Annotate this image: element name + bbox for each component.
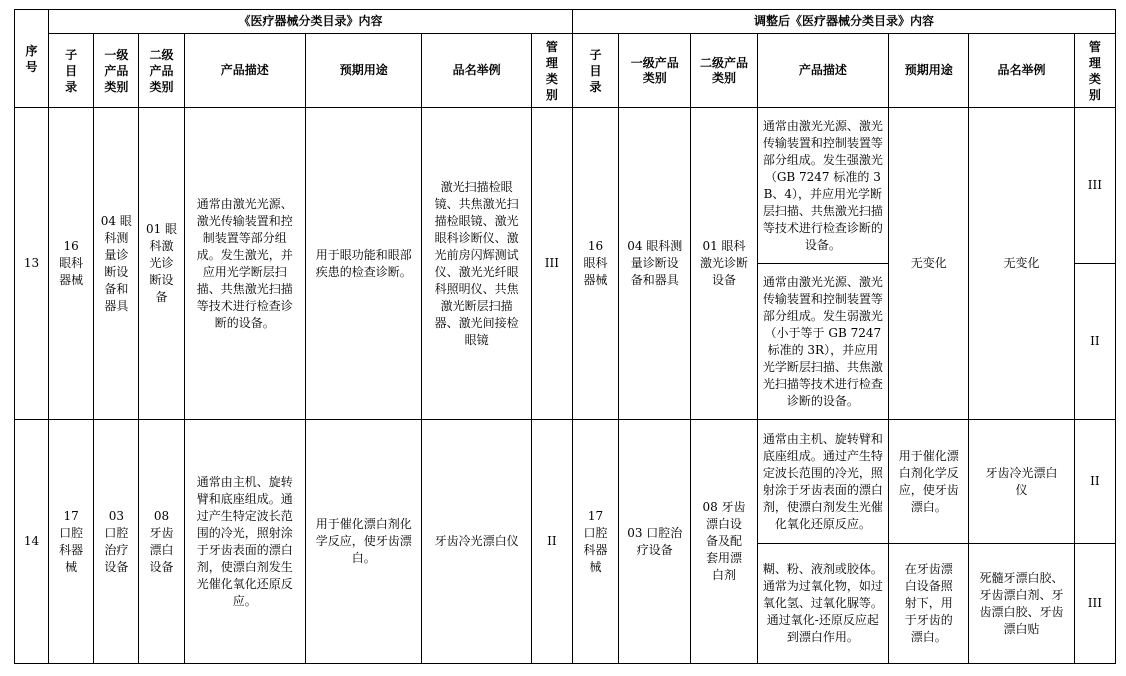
row-13-adj-level2: 01 眼科激光诊断设备: [691, 108, 757, 420]
header-adj-sub-catalog: 子目录: [572, 34, 618, 108]
row-13-sub-catalog: 16 眼科器械: [49, 108, 94, 420]
header-seq: 序号: [15, 10, 49, 108]
row-14-adj-examples-device: 牙齿冷光漂白仪: [969, 420, 1074, 544]
header-original-title: 《医疗器械分类目录》内容: [49, 10, 573, 34]
catalog-adjustment-table: [14, 9, 1116, 664]
row-14-intended-use: 用于催化漂白剂化学反应，使牙齿漂白。: [306, 420, 422, 664]
header-description: 产品描述: [184, 34, 305, 108]
row-13-seq: 13: [15, 108, 49, 420]
header-level2: 二级产品类别: [139, 34, 184, 108]
header-mgmt-class: 管理类别: [531, 34, 572, 108]
row-14-description: 通常由主机、旋转臂和底座组成。通过产生特定波长范围的冷光，照射涂于牙齿表面的漂白剂，使漂白剂发生光催化氧化还原反应。: [184, 420, 305, 664]
row-14-seq: 14: [15, 420, 49, 664]
header-adj-level2: 二级产品类别: [691, 34, 757, 108]
row-14-adj-mgmt-class-agent: III: [1074, 544, 1115, 664]
row-13-adj-level1: 04 眼科测量诊断设备和器具: [619, 108, 691, 420]
header-sub-catalog: 子目录: [49, 34, 94, 108]
row-14-adj-level1: 03 口腔治疗设备: [619, 420, 691, 664]
row-14-adj-description-device: 通常由主机、旋转臂和底座组成。通过产生特定波长范围的冷光，照射涂于牙齿表面的漂白剂，使漂白剂发生光催化氧化还原反应。: [757, 420, 888, 544]
row-14-level1: 03 口腔治疗设备: [94, 420, 139, 664]
row-14-adj-intended-use-agent: 在牙齿漂白设备照射下，用于牙齿的漂白。: [889, 544, 969, 664]
header-adj-description: 产品描述: [757, 34, 888, 108]
header-adj-mgmt-class: 管理类别: [1074, 34, 1115, 108]
header-adj-level1: 一级产品类别: [619, 34, 691, 108]
row-13-adj-description-weak: 通常由激光光源、激光传输装置和控制装置等部分组成。发生弱激光（小于等于 GB 7247 标准的 3R），并应用光学断层扫描、共焦激光扫描等技术进行检查诊断的设备。: [757, 264, 888, 420]
row-13-examples: 激光扫描检眼镜、共焦激光扫描检眼镜、激光眼科诊断仪、激光前房闪辉测试仪、激光光纤眼科照明仪、共焦激光断层扫描器、激光间接检眼镜: [422, 108, 531, 420]
row-14-sub-catalog: 17 口腔科器械: [49, 420, 94, 664]
row-13-intended-use: 用于眼功能和眼部疾患的检查诊断。: [306, 108, 422, 420]
row-13-level1: 04 眼科测量诊断设备和器具: [94, 108, 139, 420]
row-14-level2: 08 牙齿漂白设备: [139, 420, 184, 664]
header-intended-use: 预期用途: [306, 34, 422, 108]
row-13-adj-examples: 无变化: [969, 108, 1074, 420]
row-13-level2: 01 眼科激光诊断设备: [139, 108, 184, 420]
header-adj-examples: 品名举例: [969, 34, 1074, 108]
row-14-adj-level2: 08 牙齿漂白设备及配套用漂白剂: [691, 420, 757, 664]
row-13-adj-description-strong: 通常由激光光源、激光传输装置和控制装置等部分组成。发生强激光（GB 7247 标准的 3B、4），并应用光学断层扫描、共焦激光扫描等技术进行检查诊断的设备。: [757, 108, 888, 264]
row-13-adj-sub-catalog: 16 眼科器械: [572, 108, 618, 420]
row-14-mgmt-class: II: [531, 420, 572, 664]
row-13-mgmt-class: III: [531, 108, 572, 420]
row-14-adj-mgmt-class-device: II: [1074, 420, 1115, 544]
header-level1: 一级产品类别: [94, 34, 139, 108]
row-14-examples: 牙齿冷光漂白仪: [422, 420, 531, 664]
row-13-description: 通常由激光光源、激光传输装置和控制装置等部分组成。发生激光，并应用光学断层扫描、共焦激光扫描等技术进行检查诊断的设备。: [184, 108, 305, 420]
row-13-adj-mgmt-class-strong: III: [1074, 108, 1115, 264]
row-14-adj-examples-agent: 死髓牙漂白胶、牙齿漂白剂、牙齿漂白胶、牙齿漂白贴: [969, 544, 1074, 664]
row-14-adj-description-agent: 糊、粉、液剂或胶体。通常为过氧化物，如过氧化氢、过氧化脲等。通过氧化-还原反应起到漂白作用。: [757, 544, 888, 664]
header-examples: 品名举例: [422, 34, 531, 108]
row-14-adj-sub-catalog: 17 口腔科器械: [572, 420, 618, 664]
row-13-adj-mgmt-class-weak: II: [1074, 264, 1115, 420]
row-14-adj-intended-use-device: 用于催化漂白剂化学反应，使牙齿漂白。: [889, 420, 969, 544]
header-adj-intended-use: 预期用途: [889, 34, 969, 108]
row-13-adj-intended-use: 无变化: [889, 108, 969, 420]
header-adjusted-title: 调整后《医疗器械分类目录》内容: [572, 10, 1115, 34]
